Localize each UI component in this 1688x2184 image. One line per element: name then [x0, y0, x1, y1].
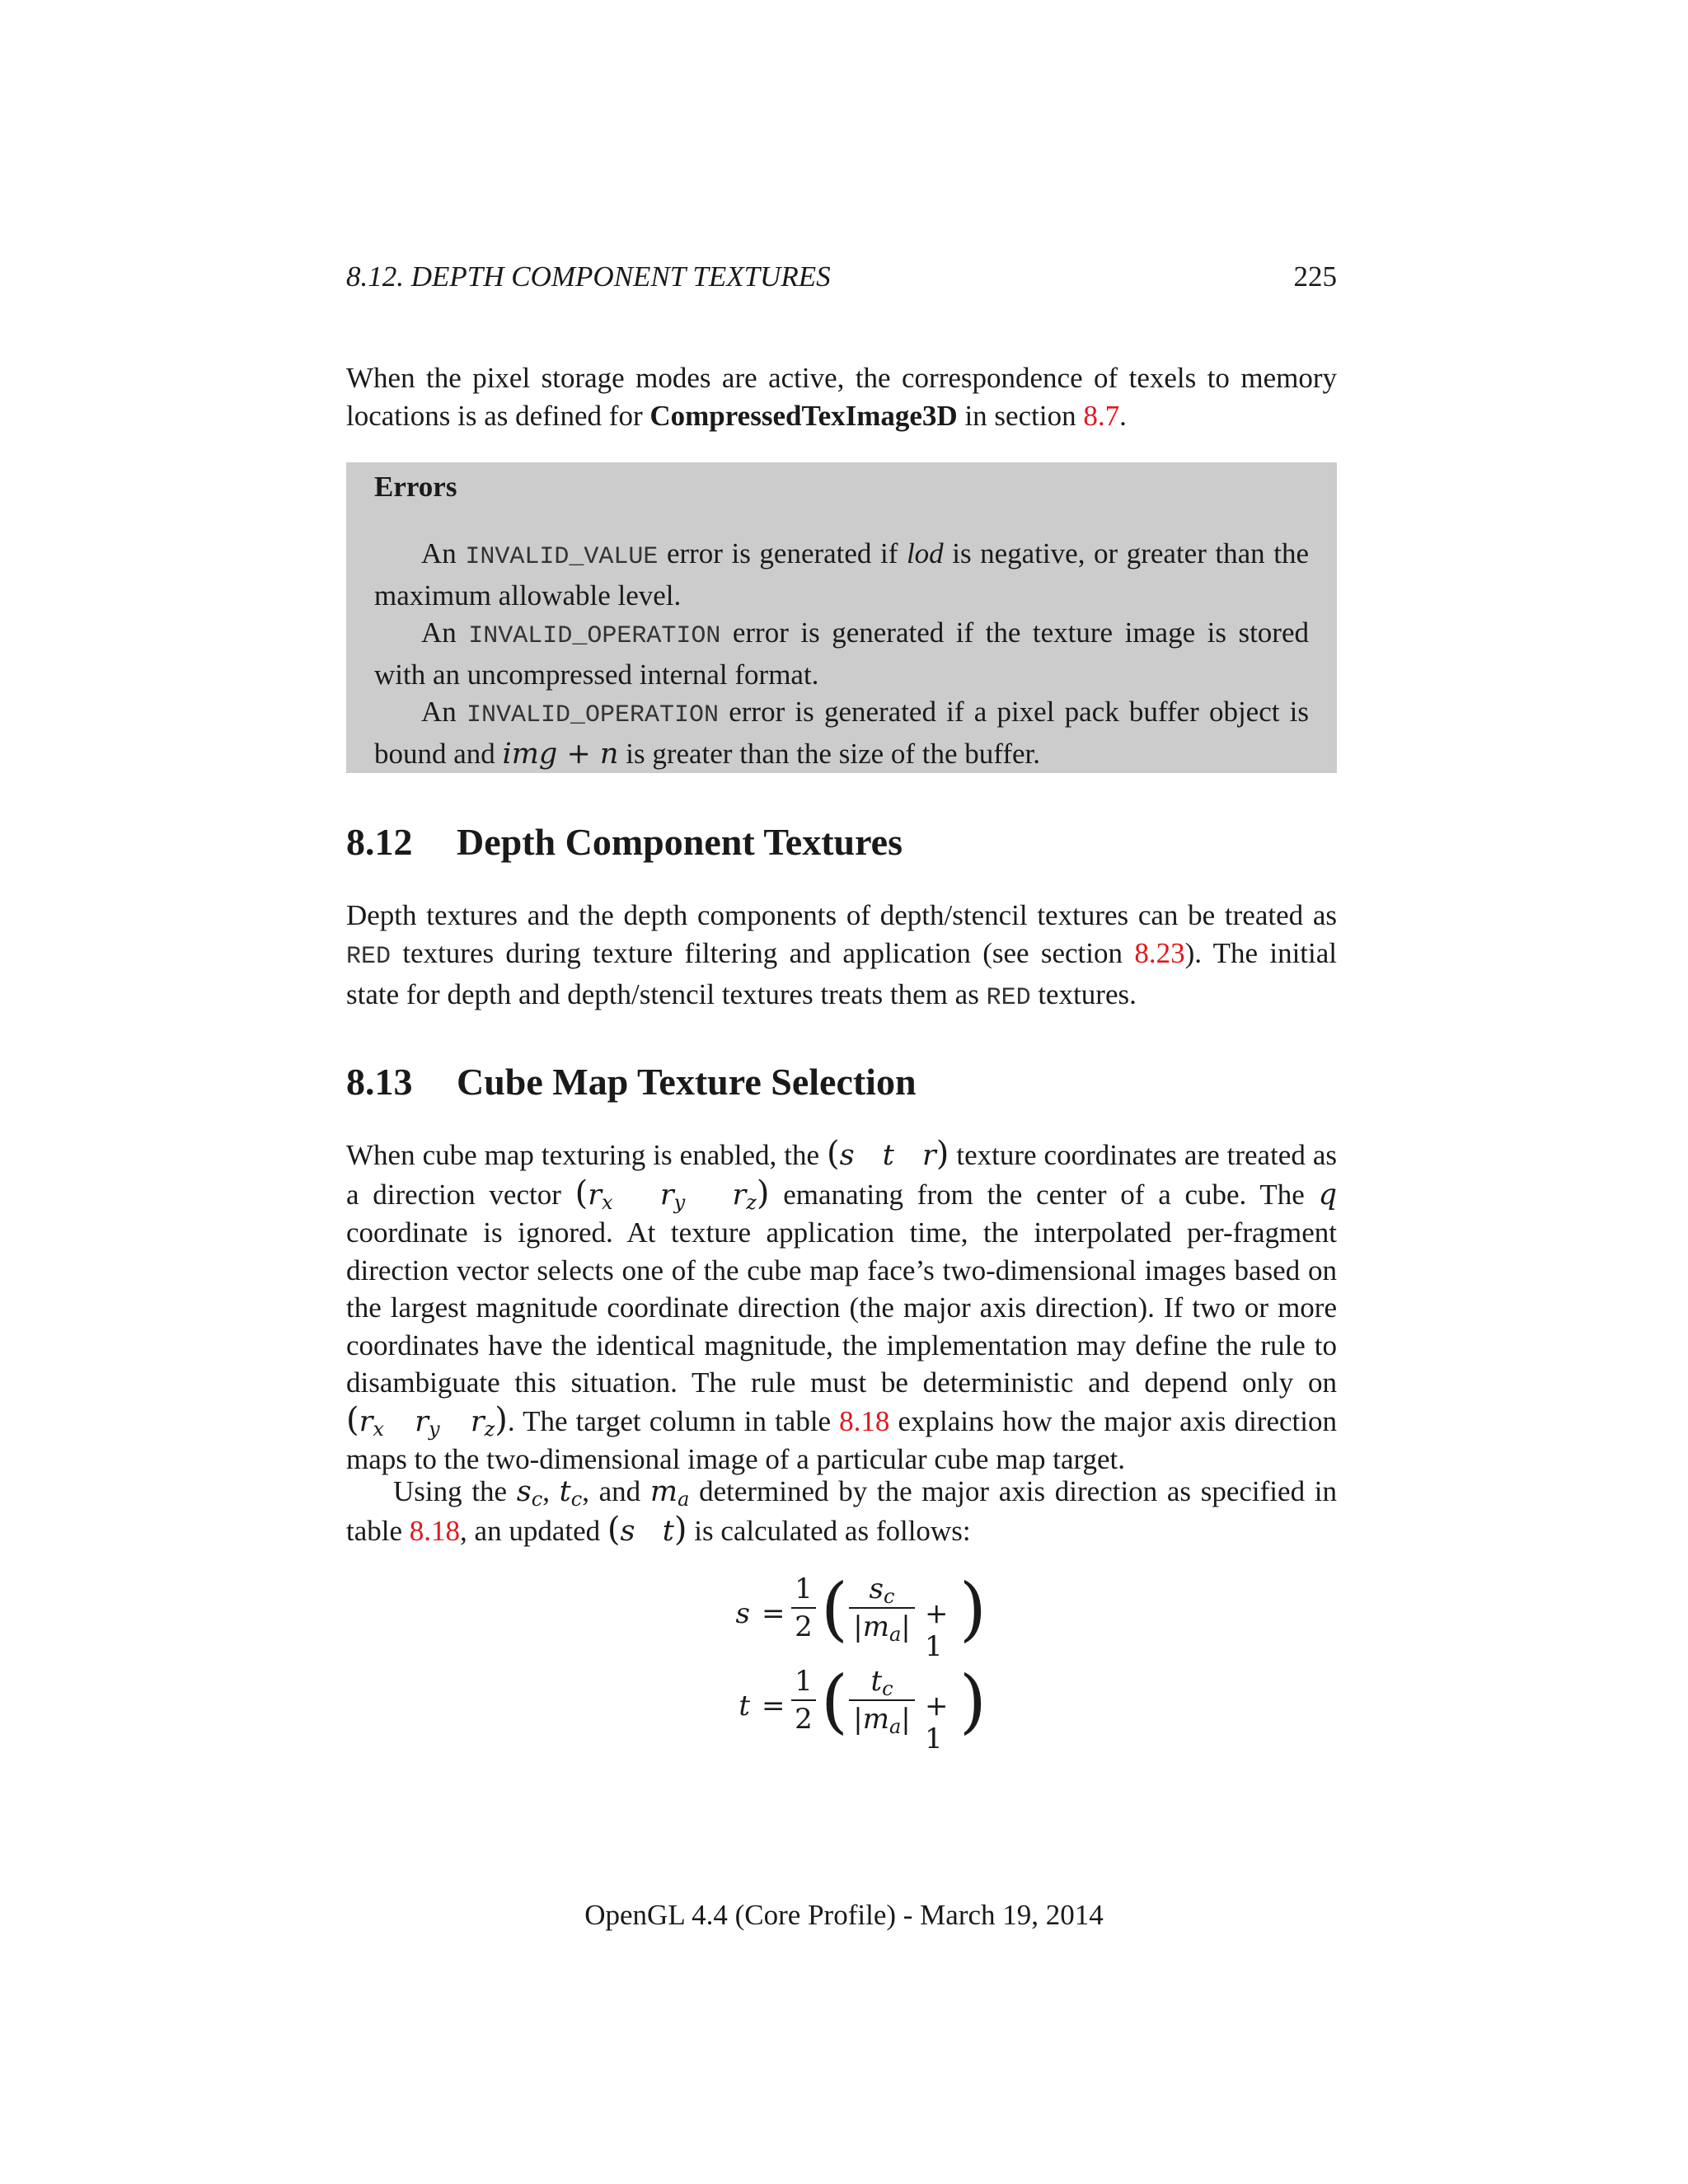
text: , and [582, 1475, 650, 1507]
equals-sign: = [762, 1690, 785, 1722]
numerator [849, 1572, 915, 1608]
text: error is generated if the texture image is stored with an uncompressed internal format. [374, 616, 1310, 691]
text: Depth textures and the depth components of depth/stencil textures can be treated as [346, 899, 1337, 931]
open-paren: ( [827, 1135, 840, 1173]
text: When the pixel storage modes are active, the correspondence of texels to memory locations is as defined for [346, 362, 1337, 432]
table-link[interactable]: 8.18 [839, 1404, 890, 1437]
fraction-half [791, 1572, 816, 1643]
token-red: RED [986, 984, 1031, 1012]
tc-symbol [559, 1475, 583, 1511]
text: Using the [393, 1475, 517, 1507]
math-var: t [870, 1665, 883, 1698]
text: is negative, or greater than the maximum allowable level. [374, 537, 1309, 612]
math-sub: a [889, 1715, 902, 1738]
coord-vector: s t r [839, 1139, 936, 1172]
text: textures. [1030, 978, 1137, 1010]
math-sub: y [673, 1190, 686, 1214]
text: An [421, 616, 469, 649]
math-op: + [557, 737, 600, 771]
section-title: Cube Map Texture Selection [457, 1061, 917, 1103]
equals-sign: = [762, 1597, 785, 1630]
math-var: r [415, 1404, 429, 1438]
fraction-bar [791, 1607, 816, 1609]
fraction-sc-ma [849, 1572, 915, 1646]
math-sub: a [678, 1488, 690, 1511]
error-item [374, 693, 1309, 773]
text: , an updated [460, 1514, 607, 1547]
open-paren: ( [607, 1510, 621, 1549]
text: determined by the major axis direction as specified in table [346, 1475, 1337, 1547]
errors-title: Errors [374, 471, 457, 503]
abs-bar: | [901, 1610, 911, 1643]
plus-one: + 1 [925, 1690, 949, 1755]
math-var: |m [853, 1610, 889, 1643]
plus-one: + 1 [925, 1597, 949, 1663]
big-close-paren: ) [959, 1661, 987, 1741]
fraction-half [791, 1665, 816, 1736]
math-var: r [588, 1178, 602, 1212]
open-paren: ( [346, 1400, 359, 1439]
big-open-paren: ( [821, 1661, 848, 1741]
sc-symbol [516, 1475, 543, 1511]
fraction-bar [849, 1607, 915, 1609]
close-paren: ) [673, 1510, 687, 1549]
math-sub: x [373, 1417, 384, 1441]
big-open-paren: ( [821, 1568, 848, 1649]
big-close-paren: ) [959, 1568, 987, 1649]
intro-paragraph [346, 359, 1337, 434]
error-code: INVALID_OPERATION [468, 622, 721, 650]
text: textures during texture filtering and application (see section [391, 936, 1135, 969]
error-item [374, 614, 1309, 693]
paragraph [346, 1473, 1337, 1550]
math-var: s [869, 1572, 884, 1605]
math-sub: c [531, 1488, 543, 1511]
token-red: RED [346, 942, 392, 971]
running-head [346, 259, 1337, 295]
close-paren: ) [756, 1174, 770, 1212]
section-813-paragraph [346, 1136, 1337, 1479]
math-sub: a [889, 1623, 902, 1646]
section-813-paragraph-2 [346, 1473, 1337, 1550]
r-vector [359, 1404, 495, 1441]
section-heading [346, 1059, 917, 1105]
errors-body [374, 535, 1309, 773]
table-link[interactable]: 8.18 [409, 1514, 461, 1547]
running-head-title: 8.12. DEPTH COMPONENT TEXTURES [346, 260, 831, 293]
page-footer: OpenGL 4.4 (Core Profile) - March 19, 2014 [584, 1899, 1104, 1931]
denominator: 2 [795, 1610, 813, 1643]
text: error is generated if [658, 537, 907, 569]
text: emanating from the center of a cube. The [769, 1178, 1319, 1211]
denominator [849, 1703, 915, 1736]
text: in section [957, 399, 1084, 432]
math-var: q [1318, 1178, 1337, 1212]
text: is greater than the size of the buffer. [618, 737, 1040, 770]
math-sub: x [601, 1190, 613, 1214]
abs-bar: | [901, 1703, 911, 1736]
math-var: t [559, 1475, 571, 1508]
denominator [849, 1610, 915, 1646]
errors-box [346, 462, 1337, 773]
fraction-tc-ma [849, 1665, 915, 1736]
section-heading [346, 819, 903, 865]
text: An [421, 537, 466, 569]
text: texture coordinates are treated as a direction vector [346, 1139, 1337, 1211]
math-sub: y [428, 1417, 440, 1441]
argument-name: lod [906, 537, 944, 569]
math-var: r [659, 1178, 674, 1212]
numerator [849, 1665, 915, 1698]
math-var: m [649, 1475, 678, 1508]
section-number: 8.12 [346, 821, 413, 863]
fraction-bar [791, 1699, 816, 1701]
math-var: r [470, 1404, 485, 1438]
numerator: 1 [795, 1665, 813, 1698]
text: , [542, 1475, 560, 1507]
text: . The target column in table [507, 1404, 840, 1437]
text: ). The initial state for depth and depth/stencil textures treats them as [346, 936, 1338, 1010]
section-link[interactable]: 8.23 [1134, 936, 1185, 969]
math-var: r [732, 1178, 747, 1212]
math-var: |m [853, 1703, 889, 1736]
math-var: n [599, 737, 619, 771]
text: explains how the major axis direction maps to the two-dimensional image of a particular cube map target. [346, 1404, 1337, 1475]
section-link[interactable]: 8.7 [1083, 399, 1120, 432]
text: error is generated if a pixel pack buffer object is bound and [374, 696, 1309, 770]
error-code: INVALID_VALUE [465, 543, 659, 571]
section-number: 8.13 [346, 1061, 413, 1103]
text: An [421, 696, 467, 728]
math-var: r [359, 1404, 373, 1438]
command-name: CompressedTexImage3D [649, 399, 958, 432]
math-sub: z [746, 1190, 757, 1214]
page-number: 225 [1293, 260, 1337, 293]
math-sub: c [882, 1677, 893, 1700]
error-code: INVALID_OPERATION [466, 701, 720, 729]
math-var: s [516, 1475, 532, 1508]
ma-symbol [649, 1475, 690, 1511]
text: is calculated as follows: [687, 1514, 971, 1547]
math-sub: c [570, 1488, 583, 1511]
math-var: img [502, 737, 558, 771]
close-paren: ) [495, 1400, 508, 1439]
st-vector: s t [620, 1514, 674, 1548]
math-sub: z [484, 1417, 495, 1441]
math-sub: c [884, 1585, 895, 1608]
close-paren: ) [935, 1135, 950, 1173]
section-812-paragraph [346, 897, 1337, 1018]
open-paren: ( [574, 1174, 588, 1212]
error-item [374, 535, 1309, 614]
text: When cube map texturing is enabled, the [346, 1139, 828, 1171]
text: coordinate is ignored. At texture application time, the interpolated per-fragment direction vector selects one of the cube map face’s two-dimensional images based on the largest magnitude coordinate direction (the major axis direction). If two or more coordinates have the identical magnitude, the implementation may define the rule to disambiguate this situation. The rule must be deterministic and depend only on [346, 1216, 1337, 1399]
denominator: 2 [795, 1703, 813, 1736]
numerator: 1 [795, 1572, 813, 1605]
section-title: Depth Component Textures [457, 821, 903, 863]
inline-math [503, 738, 619, 771]
eq-lhs: t [738, 1690, 750, 1722]
r-vector [588, 1179, 757, 1212]
text: . [1119, 399, 1127, 432]
paragraph [346, 1136, 1337, 1479]
eq-lhs: s [735, 1597, 750, 1630]
